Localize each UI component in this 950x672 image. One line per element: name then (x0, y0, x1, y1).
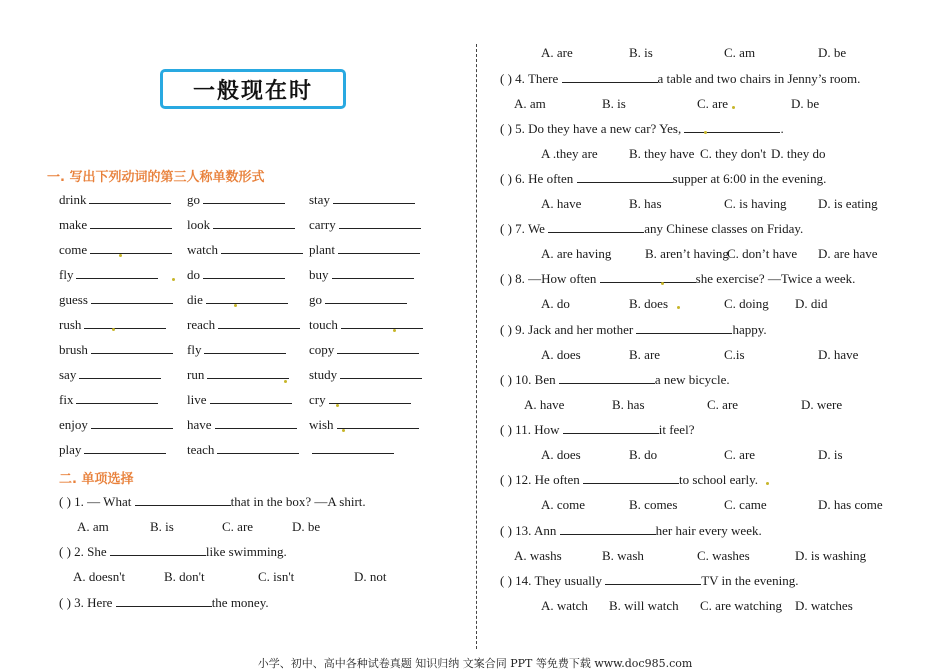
question-number: 4. (515, 71, 525, 86)
question-number: 12. (515, 472, 532, 487)
option[interactable]: A. am (77, 519, 109, 534)
option[interactable]: A. have (524, 397, 565, 412)
verb-cell (59, 442, 166, 458)
option[interactable]: A. does (541, 447, 581, 462)
answer-blank[interactable] (325, 292, 407, 304)
verb-grid (59, 192, 459, 467)
question-text-after: that in the box? —A shirt. (230, 494, 366, 509)
verb-cell (309, 192, 415, 208)
answer-blank[interactable] (79, 367, 161, 379)
verb-row (59, 442, 459, 467)
answer-blank[interactable] (340, 367, 422, 379)
answer-blank[interactable] (217, 442, 299, 454)
verb-word: cry (309, 392, 326, 407)
question-7 (500, 221, 803, 237)
option[interactable]: D. were (801, 397, 843, 412)
question-number: 7. (515, 221, 525, 236)
option[interactable]: C. am (724, 45, 756, 60)
answer-blank[interactable] (218, 317, 300, 329)
question-blank[interactable] (563, 422, 659, 434)
answer-blank[interactable] (333, 192, 415, 204)
option[interactable]: C. is having (724, 196, 787, 211)
speck (172, 278, 175, 281)
verb-word: make (59, 217, 88, 232)
verb-word: drink (59, 192, 87, 207)
speck (336, 404, 339, 407)
speck (732, 106, 735, 109)
question-14 (500, 573, 798, 589)
verb-cell (187, 242, 303, 258)
answer-blank[interactable] (89, 192, 171, 204)
question-text-after: . (780, 121, 784, 136)
answer-blank[interactable] (337, 417, 419, 429)
option[interactable]: A. are having (541, 246, 612, 261)
footer-text: 小学、初中、高中各种试卷真题 知识归纳 文案合同 PPT 等免费下载 www.doc985.com (257, 657, 693, 670)
speck (704, 131, 707, 134)
verb-cell (309, 292, 407, 308)
question-text-after: she exercise? —Twice a week. (695, 271, 856, 286)
verb-word: fly (187, 342, 202, 357)
verb-cell (59, 367, 161, 383)
option[interactable]: D. be (818, 45, 847, 60)
option[interactable]: C. are (697, 96, 729, 111)
verb-word: live (187, 392, 207, 407)
question-blank[interactable] (684, 121, 780, 133)
verb-row (59, 417, 459, 442)
option[interactable]: B. they have (629, 146, 695, 161)
answer-blank[interactable] (203, 267, 285, 279)
question-blank[interactable] (559, 372, 655, 384)
question-3 (59, 595, 269, 611)
question-text-after: a new bicycle. (654, 372, 730, 387)
verb-cell (187, 442, 299, 458)
question-blank[interactable] (116, 595, 212, 607)
answer-paren[interactable]: ( ) (500, 221, 512, 236)
verb-row (59, 292, 459, 317)
answer-paren[interactable]: ( ) (500, 372, 512, 387)
answer-paren[interactable]: ( ) (500, 71, 512, 86)
option[interactable]: C. doing (724, 296, 769, 311)
option[interactable]: A. doesn't (73, 569, 126, 584)
question-blank[interactable] (562, 71, 658, 83)
verb-cell (309, 342, 419, 358)
option[interactable]: B. aren’t having (645, 246, 729, 261)
answer-blank[interactable] (90, 242, 172, 254)
verb-word: run (187, 367, 205, 382)
question-text-before: Ann (533, 523, 560, 538)
answer-blank[interactable] (91, 342, 173, 354)
question-4 (500, 71, 860, 87)
option[interactable]: A. have (541, 196, 582, 211)
option[interactable]: D. they do (771, 146, 826, 161)
verb-word: have (187, 417, 212, 432)
speck (766, 482, 769, 485)
question-text-after: her hair every week. (655, 523, 762, 538)
verb-row (59, 217, 459, 242)
question-number: 6. (515, 171, 525, 186)
verb-word: copy (309, 342, 335, 357)
answer-blank[interactable] (210, 392, 292, 404)
option[interactable]: B. is (602, 96, 626, 111)
verb-cell (187, 292, 288, 308)
answer-blank[interactable] (90, 217, 172, 229)
speck (112, 328, 115, 331)
option[interactable]: A. do (541, 296, 570, 311)
verb-word: watch (187, 242, 219, 257)
question-5 (500, 121, 784, 137)
verb-row (59, 367, 459, 392)
option[interactable]: C.is (724, 347, 745, 362)
option[interactable]: C. are (707, 397, 739, 412)
question-9 (500, 322, 767, 338)
question-text-before: Do they have a new car? Yes, (528, 121, 685, 136)
verb-cell (59, 242, 172, 258)
option[interactable]: A. washs (514, 548, 562, 563)
question-text-after: any Chinese classes on Friday. (644, 221, 804, 236)
verb-cell (309, 367, 422, 383)
option[interactable]: A. am (514, 96, 546, 111)
answer-blank[interactable] (312, 442, 394, 454)
question-text-before: How (534, 422, 563, 437)
question-6 (500, 171, 826, 187)
question-number: 13. (515, 523, 532, 538)
answer-blank[interactable] (76, 267, 158, 279)
verb-cell (59, 192, 171, 208)
option[interactable]: D. is (818, 447, 843, 462)
answer-blank[interactable] (221, 242, 303, 254)
verb-word: guess (59, 292, 88, 307)
answer-paren[interactable]: ( ) (59, 494, 71, 509)
answer-blank[interactable] (215, 417, 297, 429)
verb-cell (187, 192, 285, 208)
answer-blank[interactable] (91, 292, 173, 304)
verb-cell (59, 342, 173, 358)
speck (119, 254, 122, 257)
question-12 (500, 472, 758, 488)
answer-blank[interactable] (332, 267, 414, 279)
verb-row (59, 267, 459, 292)
question-blank[interactable] (636, 322, 732, 334)
question-8 (500, 271, 855, 287)
verb-word: brush (59, 342, 88, 357)
question-11 (500, 422, 694, 438)
speck (677, 306, 680, 309)
verb-cell (187, 417, 297, 433)
option[interactable]: A. are (541, 45, 573, 60)
answer-paren[interactable]: ( ) (59, 595, 71, 610)
option[interactable]: B. will watch (609, 598, 679, 613)
option[interactable]: D. not (354, 569, 387, 584)
verb-word: wish (309, 417, 334, 432)
option[interactable]: B. does (629, 296, 668, 311)
verb-word: look (187, 217, 211, 232)
question-text-before: There (527, 71, 562, 86)
question-text-before: Jack and her mother (528, 322, 637, 337)
question-1 (59, 494, 366, 510)
option[interactable]: A. watch (541, 598, 588, 613)
question-text-after: it feel? (658, 422, 695, 437)
option[interactable]: D. are have (818, 246, 878, 261)
page-title: 一般现在时 (192, 78, 313, 104)
question-10 (500, 372, 730, 388)
question-text-before: —How often (528, 271, 600, 286)
question-blank[interactable] (560, 523, 656, 535)
verb-cell (309, 417, 419, 433)
question-number: 8. (515, 271, 525, 286)
verb-word: plant (309, 242, 335, 257)
verb-cell (309, 317, 423, 333)
verb-cell (59, 392, 158, 408)
verb-word: fix (59, 392, 74, 407)
answer-blank[interactable] (207, 367, 289, 379)
question-number: 3. (74, 595, 84, 610)
verb-word: reach (187, 317, 216, 332)
option[interactable]: C. they don't (700, 146, 767, 161)
speck (393, 329, 396, 332)
answer-blank[interactable] (338, 242, 420, 254)
question-number: 11. (515, 422, 531, 437)
question-text-after: supper at 6:00 in the evening. (672, 171, 827, 186)
question-blank[interactable] (605, 573, 701, 585)
answer-blank[interactable] (204, 342, 286, 354)
option[interactable]: B. wash (602, 548, 644, 563)
verb-word: come (59, 242, 88, 257)
question-blank[interactable] (583, 472, 679, 484)
answer-blank[interactable] (337, 342, 419, 354)
verb-word: stay (309, 192, 330, 207)
option[interactable]: C. are watching (700, 598, 782, 613)
answer-blank[interactable] (206, 292, 288, 304)
answer-blank[interactable] (76, 392, 158, 404)
question-blank[interactable] (577, 171, 673, 183)
answer-paren[interactable]: ( ) (500, 271, 512, 286)
question-text-before: — What (87, 494, 135, 509)
option[interactable]: B. has (629, 196, 662, 211)
option[interactable]: A. come (541, 497, 586, 512)
question-text-after: TV in the evening. (701, 573, 799, 588)
verb-word: teach (187, 442, 215, 457)
verb-word: study (309, 367, 338, 382)
question-number: 2. (74, 544, 84, 559)
option[interactable]: D. have (818, 347, 859, 362)
verb-row (59, 342, 459, 367)
column-divider (476, 44, 477, 649)
option[interactable]: D. did (795, 296, 828, 311)
answer-blank[interactable] (341, 317, 423, 329)
answer-paren[interactable]: ( ) (500, 322, 512, 337)
verb-cell (187, 267, 285, 283)
option[interactable]: C. don’t have (727, 246, 798, 261)
speck (661, 282, 664, 285)
question-text-before: She (87, 544, 110, 559)
speck (284, 380, 287, 383)
question-blank[interactable] (110, 544, 206, 556)
verb-word: play (59, 442, 82, 457)
verb-cell (309, 392, 411, 408)
option[interactable]: B. comes (629, 497, 678, 512)
question-blank[interactable] (600, 271, 696, 283)
verb-cell (59, 417, 173, 433)
option[interactable]: D. watches (795, 598, 853, 613)
question-text-before: Here (87, 595, 116, 610)
verb-cell (187, 392, 292, 408)
option[interactable]: C. washes (697, 548, 750, 563)
verb-word: buy (309, 267, 329, 282)
verb-cell (309, 442, 394, 458)
question-blank[interactable] (548, 221, 644, 233)
option[interactable]: A .they are (541, 146, 598, 161)
question-text-before: We (527, 221, 549, 236)
option[interactable]: D. is washing (795, 548, 867, 563)
question-text-after: the money. (211, 595, 269, 610)
option[interactable]: D. be (791, 96, 820, 111)
answer-paren[interactable]: ( ) (500, 573, 512, 588)
question-text-after: a table and two chairs in Jenny’s room. (657, 71, 861, 86)
question-text-after: like swimming. (205, 544, 287, 559)
question-text-before: They usually (534, 573, 606, 588)
verb-row (59, 317, 459, 342)
option[interactable]: B. is (629, 45, 653, 60)
verb-cell (187, 367, 289, 383)
answer-blank[interactable] (84, 442, 166, 454)
verb-word: fly (59, 267, 74, 282)
speck (342, 429, 345, 432)
answer-blank[interactable] (213, 217, 295, 229)
title-box (160, 69, 346, 109)
question-text-before: He often (528, 171, 577, 186)
question-13 (500, 523, 762, 539)
verb-word: touch (309, 317, 338, 332)
verb-cell (309, 242, 420, 258)
option[interactable]: A. does (541, 347, 581, 362)
verb-cell (59, 292, 173, 308)
question-text-before: He often (534, 472, 584, 487)
answer-blank[interactable] (84, 317, 166, 329)
verb-word: do (187, 267, 200, 282)
option[interactable]: B. has (612, 397, 645, 412)
verb-cell (187, 317, 300, 333)
option[interactable]: B. are (629, 347, 661, 362)
verb-cell (187, 342, 286, 358)
option[interactable]: C. are (222, 519, 254, 534)
verb-word: say (59, 367, 77, 382)
question-text-after: happy. (732, 322, 767, 337)
verb-word: die (187, 292, 203, 307)
answer-paren[interactable]: ( ) (500, 472, 512, 487)
answer-blank[interactable] (329, 392, 411, 404)
option[interactable]: D. be (292, 519, 321, 534)
question-number: 9. (515, 322, 525, 337)
option[interactable]: B. do (629, 447, 658, 462)
option[interactable]: D. is eating (818, 196, 878, 211)
question-2 (59, 544, 287, 560)
question-text-after: to school early. (679, 472, 758, 487)
option[interactable]: D. has come (818, 497, 883, 512)
verb-cell (59, 217, 172, 233)
option[interactable]: B. is (150, 519, 174, 534)
question-number: 10. (515, 372, 532, 387)
question-blank[interactable] (135, 494, 231, 506)
option[interactable]: B. don't (164, 569, 205, 584)
verb-word: carry (309, 217, 336, 232)
question-number: 14. (515, 573, 532, 588)
verb-row (59, 192, 459, 217)
answer-blank[interactable] (339, 217, 421, 229)
answer-paren[interactable]: ( ) (500, 422, 512, 437)
section2-heading: 二. 单项选择 (59, 472, 134, 487)
answer-paren[interactable]: ( ) (59, 544, 71, 559)
verb-cell (187, 217, 295, 233)
section1-heading: 一. 写出下列动词的第三人称单数形式 (47, 170, 265, 185)
verb-word: go (187, 192, 200, 207)
question-number: 5. (515, 121, 525, 136)
question-number: 1. (74, 494, 84, 509)
answer-blank[interactable] (203, 192, 285, 204)
answer-paren[interactable]: ( ) (500, 523, 512, 538)
answer-paren[interactable]: ( ) (500, 121, 512, 136)
verb-word: go (309, 292, 322, 307)
verb-word: rush (59, 317, 82, 332)
verb-cell (59, 267, 158, 283)
option[interactable]: C. came (724, 497, 767, 512)
verb-row (59, 392, 459, 417)
verb-cell (309, 267, 414, 283)
option[interactable]: C. isn't (258, 569, 295, 584)
answer-blank[interactable] (91, 417, 173, 429)
verb-word: enjoy (59, 417, 88, 432)
answer-paren[interactable]: ( ) (500, 171, 512, 186)
option[interactable]: C. are (724, 447, 756, 462)
question-text-before: Ben (534, 372, 559, 387)
speck (234, 304, 237, 307)
verb-cell (309, 217, 421, 233)
